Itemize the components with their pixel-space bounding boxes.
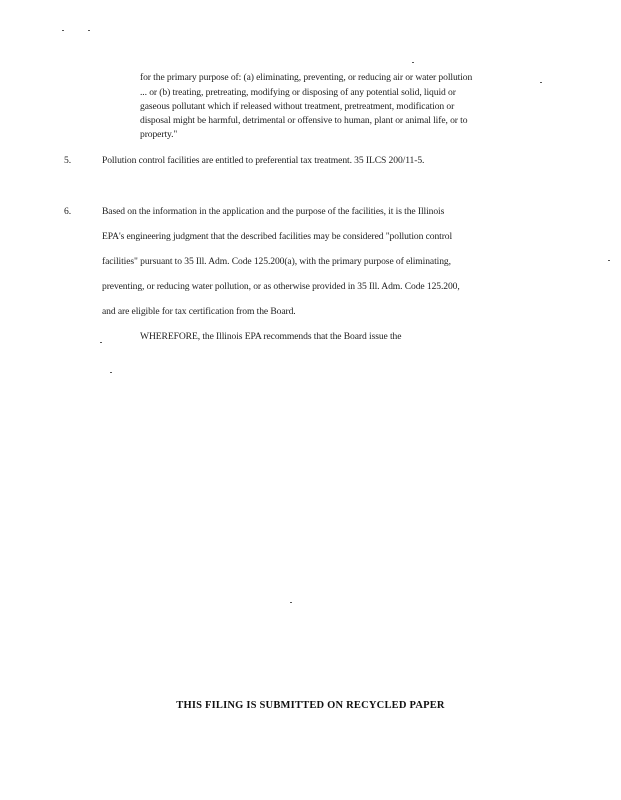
item-6-line: and are eligible for tax certification from the Board. bbox=[102, 306, 296, 317]
item-6-line: preventing, or reducing water pollution, or as otherwise provided in 35 Ill. Adm. Code 125.200, bbox=[102, 281, 460, 292]
scan-speck bbox=[110, 372, 112, 373]
scan-speck bbox=[62, 30, 64, 31]
recycled-paper-footer: THIS FILING IS SUBMITTED ON RECYCLED PAPER bbox=[176, 700, 445, 711]
wherefore-paragraph: WHEREFORE, the Illinois EPA recommends that the Board issue the bbox=[140, 331, 402, 342]
scan-speck bbox=[540, 82, 542, 83]
item-6-line: facilities" pursuant to 35 Ill. Adm. Code 125.200(a), with the primary purpose of eliminating, bbox=[102, 256, 451, 267]
item-6-number: 6. bbox=[64, 206, 72, 217]
item-6-line: Based on the information in the application and the purpose of the facilities, it is the Illinois bbox=[102, 206, 445, 217]
scan-speck bbox=[412, 62, 414, 63]
quote-line: gaseous pollutant which if released without treatment, pretreatment, modification or bbox=[140, 101, 455, 112]
quote-line: for the primary purpose of: (a) eliminating, preventing, or reducing air or water pollution bbox=[140, 72, 473, 83]
scan-speck bbox=[88, 30, 90, 31]
scan-speck bbox=[290, 602, 292, 603]
item-5-number: 5. bbox=[64, 155, 72, 166]
quote-line: disposal might be harmful, detrimental or offensive to human, plant or animal life, or to bbox=[140, 115, 468, 126]
item-5-text: Pollution control facilities are entitled to preferential tax treatment. 35 ILCS 200/11-5. bbox=[102, 155, 425, 166]
quote-line: ... or (b) treating, pretreating, modifying or disposing of any potential solid, liquid or bbox=[140, 87, 456, 98]
quote-line: property." bbox=[140, 129, 178, 140]
item-6-line: EPA's engineering judgment that the described facilities may be considered "pollution control bbox=[102, 231, 453, 242]
scan-speck bbox=[100, 342, 102, 343]
scan-speck bbox=[608, 260, 610, 261]
